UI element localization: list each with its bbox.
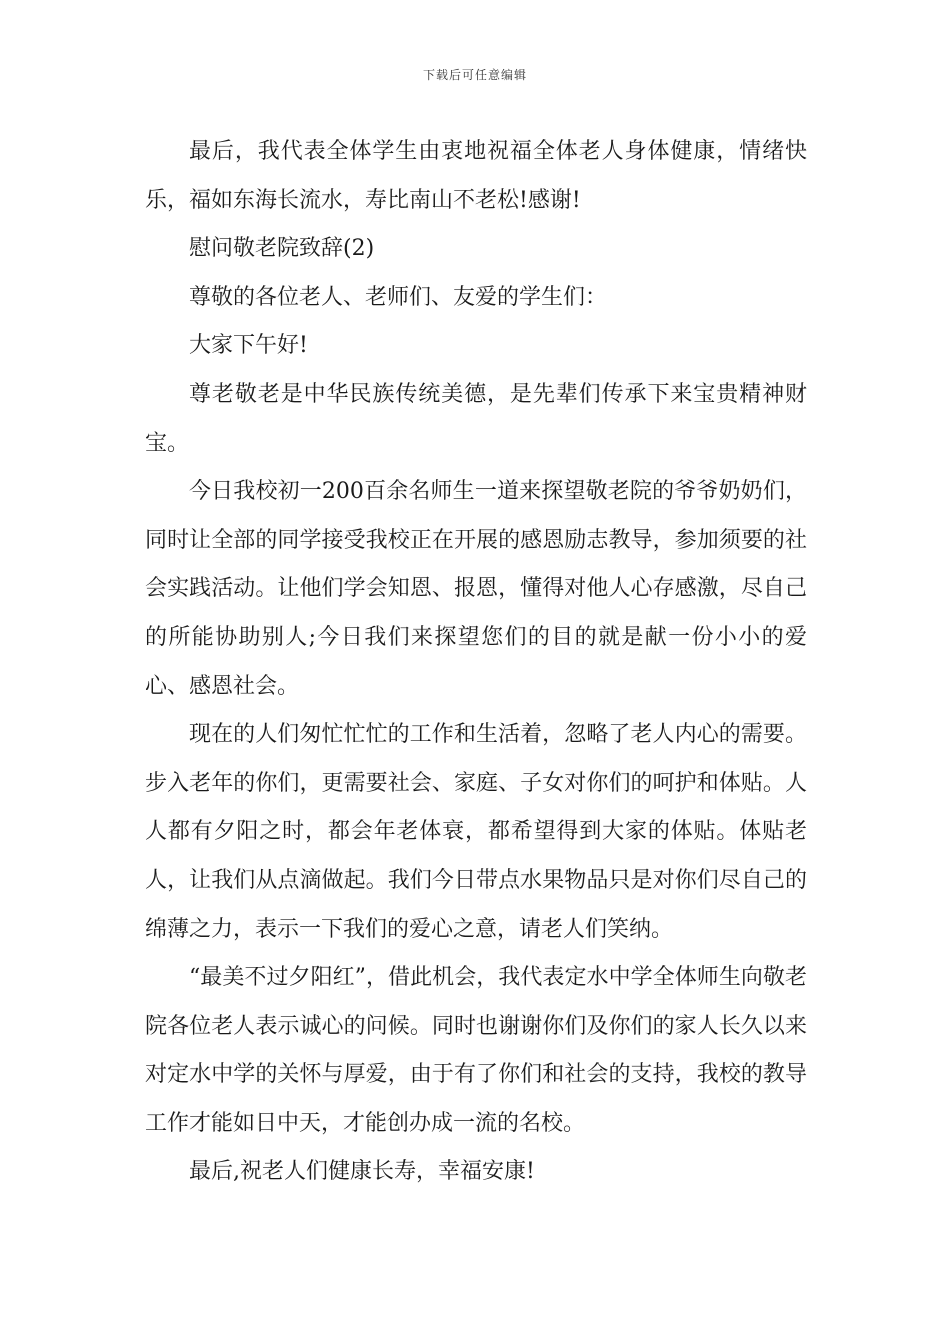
document-body (145, 128, 807, 1197)
paragraph-closing-wishes: 最后，我代表全体学生由衷地祝福全体老人身体健康，情绪快乐，福如东海长流水，寿比南山不老松!感谢! (145, 139, 807, 213)
paragraph-tradition: 尊老敬老是中华民族传统美德，是先辈们传承下来宝贵精神财宝。 (145, 381, 807, 456)
paragraph-visit: 今日我校初一200百余名师生一道来探望敬老院的爷爷奶奶们，同时让全部的同学接受我校正在开展的感恩励志教导，参加须要的社会实践活动。让他们学会知恩、报恩，懂得对他人心存感激，尽自己的所能协助别人;今日我们来探望您们的目的就是献一份小小的爱心、感恩社会。 (145, 479, 807, 699)
header-note: 下载后可任意编辑 (422, 68, 527, 82)
paragraph-final-wishes: 最后,祝老人们健康长寿，幸福安康! (189, 1159, 535, 1185)
paragraph-thanks: “最美不过夕阳红”，借此机会，我代表定水中学全体师生向敬老院各位老人表示诚心的问候。同时也谢谢你们及你们的家人长久以来对定水中学的关怀与厚爱，由于有了你们和社会的支持，我校的教导工作才能如日中天，才能创办成一流的名校。 (145, 965, 807, 1136)
salutation: 尊敬的各位老人、老师们、友爱的学生们： (189, 284, 608, 310)
section-title: 慰问敬老院致辞(2) (189, 236, 375, 262)
greeting: 大家下午好! (189, 333, 308, 359)
paragraph-care: 现在的人们匆忙忙忙的工作和生活着，忽略了老人内心的需要。步入老年的你们，更需要社会、家庭、子女对你们的呵护和体贴。人人都有夕阳之时，都会年老体衰，都希望得到大家的体贴。体贴老人，让我们从点滴做起。我们今日带点水果物品只是对你们尽自己的绵薄之力，表示一下我们的爱心之意，请老人们笑纳。 (145, 722, 807, 942)
